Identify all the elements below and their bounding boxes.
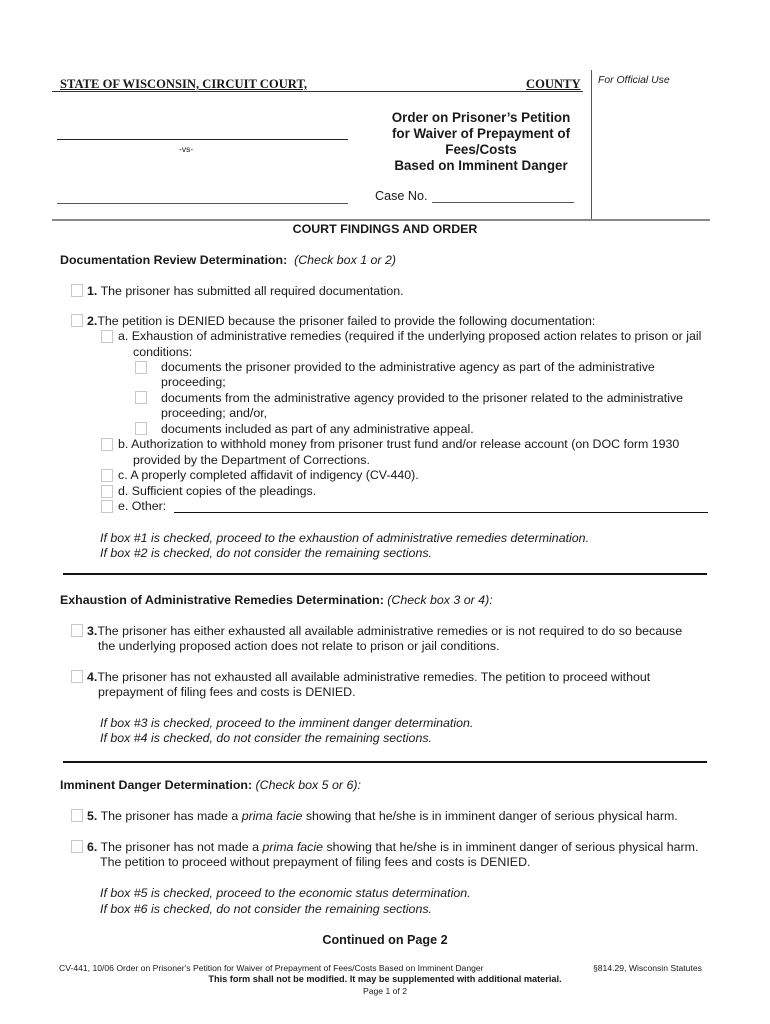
item-6-em: prima facie — [262, 840, 324, 854]
item-3-line1 — [87, 624, 682, 639]
title-line-1: Order on Prisoner’s Petition — [391, 110, 571, 125]
checkbox-2d[interactable] — [101, 485, 113, 498]
section2-title: Exhaustion of Administrative Remedies Determination: — [60, 593, 384, 607]
title-line-2: for Waiver of Prepayment of — [391, 126, 571, 141]
form-title — [372, 110, 590, 174]
section1-note-2: If box #2 is checked, do not consider the remaining sections. — [100, 546, 432, 560]
item-3-text: The prisoner has either exhausted all available administrative remedies or is not required to do so because — [97, 624, 683, 638]
case-no-field[interactable] — [432, 202, 574, 203]
official-use-divider — [591, 70, 592, 220]
checkbox-2a-i[interactable] — [135, 361, 147, 374]
title-line-4: Based on Imminent Danger — [394, 158, 568, 173]
item-6-line1 — [87, 840, 698, 855]
section3-instruction: (Check box 5 or 6) — [255, 778, 358, 792]
defendant-field[interactable] — [57, 203, 348, 204]
other-field[interactable] — [174, 512, 708, 513]
item-6-post: showing that he/she is in imminent danger of serious physical harm. — [323, 840, 699, 854]
official-use-label: For Official Use — [598, 75, 670, 86]
item-2 — [87, 314, 595, 329]
item-1-text: The prisoner has submitted all required documentation. — [100, 284, 404, 298]
section3-note-1: If box #5 is checked, proceed to the economic status determination. — [100, 886, 471, 900]
section1-title: Documentation Review Determination: — [60, 253, 288, 267]
section-divider-2 — [63, 761, 707, 763]
item-2b-line2: provided by the Department of Corrections. — [133, 453, 370, 467]
item-4-line1 — [87, 670, 650, 685]
item-1 — [87, 284, 404, 299]
section2-note-1: If box #3 is checked, proceed to the imminent danger determination. — [100, 716, 474, 730]
item-2d: d. Sufficient copies of the pleadings. — [118, 484, 317, 498]
item-1-num: 1. — [87, 284, 98, 298]
vs-label: -vs- — [179, 144, 194, 154]
item-6-pre: The prisoner has not made a — [100, 840, 263, 854]
item-2a-line1: a. Exhaustion of administrative remedies (required if the underlying proposed action relates to prison or jail — [118, 329, 702, 343]
checkbox-2a-iii[interactable] — [135, 422, 147, 435]
section2-heading — [60, 593, 493, 608]
item-2e: e. Other: — [118, 499, 167, 513]
section3-title: Imminent Danger Determination: — [60, 778, 253, 792]
item-2c: c. A properly completed affidavit of indigency (CV-440). — [118, 468, 419, 482]
item-2a-i-line1: documents the prisoner provided to the administrative agency as part of the administrative — [161, 360, 655, 374]
item-5-num: 5. — [87, 809, 98, 823]
section1-heading — [60, 253, 396, 268]
checkbox-2[interactable] — [71, 314, 83, 327]
section-divider-1 — [63, 573, 707, 575]
item-4-line2: prepayment of filing fees and costs is DENIED. — [98, 685, 356, 699]
item-2-num: 2. — [87, 314, 98, 328]
item-5-pre: The prisoner has made a — [100, 809, 242, 823]
item-2a-ii-line2: proceeding; and/or, — [161, 406, 268, 420]
section3-heading — [60, 778, 361, 793]
item-5-em: prima facie — [241, 809, 303, 823]
footer-notice: This form shall not be modified. It may be supplemented with additional material. — [208, 974, 562, 984]
section2-colon: : — [489, 593, 493, 607]
checkbox-2c[interactable] — [101, 469, 113, 482]
item-6-line2: The petition to proceed without prepayment of filing fees and costs is DENIED. — [100, 855, 531, 869]
checkbox-1[interactable] — [71, 284, 83, 297]
section1-note-1: If box #1 is checked, proceed to the exhaustion of administrative remedies determination. — [100, 531, 590, 545]
title-line-3: Fees/Costs — [445, 142, 517, 157]
footer-page: Page 1 of 2 — [363, 986, 407, 996]
item-5 — [87, 809, 678, 824]
court-county-underline[interactable] — [52, 91, 583, 92]
section2-instruction: (Check box 3 or 4) — [387, 593, 490, 607]
section3-note-2: If box #6 is checked, do not consider the remaining sections. — [100, 902, 432, 916]
checkbox-2e[interactable] — [101, 500, 113, 513]
item-2a-ii-line1: documents from the administrative agency provided to the prisoner related to the administrative — [161, 391, 684, 405]
county-label: COUNTY — [526, 77, 581, 91]
checkbox-4[interactable] — [71, 670, 83, 683]
continued-label: Continued on Page 2 — [322, 933, 448, 947]
checkbox-2a[interactable] — [101, 330, 113, 343]
item-3-num: 3. — [87, 624, 98, 638]
checkbox-3[interactable] — [71, 624, 83, 637]
item-3-line2: the underlying proposed action does not relate to prison or jail conditions. — [98, 639, 500, 653]
item-2a-iii-line1: documents included as part of any administrative appeal. — [161, 422, 474, 436]
item-4-text: The prisoner has not exhausted all available administrative remedies. The petition to proceed without — [97, 670, 651, 684]
court-label: STATE OF WISCONSIN, CIRCUIT COURT, — [60, 77, 308, 91]
item-6-num: 6. — [87, 840, 98, 854]
checkbox-2b[interactable] — [101, 438, 113, 451]
item-2a-line2: conditions: — [133, 345, 193, 359]
footer-statute: §814.29, Wisconsin Statutes — [593, 963, 702, 973]
item-2a-i-line2: proceeding; — [161, 375, 226, 389]
section1-instruction: (Check box 1 or 2) — [294, 253, 397, 267]
section3-colon: : — [357, 778, 361, 792]
item-2b-line1: b. Authorization to withhold money from prisoner trust fund and/or release account (on DOC form 1930 — [118, 437, 680, 451]
checkbox-6[interactable] — [71, 840, 83, 853]
case-no-label: Case No. — [375, 189, 428, 203]
item-4-num: 4. — [87, 670, 98, 684]
checkbox-2a-ii[interactable] — [135, 391, 147, 404]
header-bottom-rule — [52, 219, 710, 221]
item-5-post: showing that he/she is in imminent danger of serious physical harm. — [302, 809, 678, 823]
checkbox-5[interactable] — [71, 809, 83, 822]
plaintiff-field[interactable] — [57, 139, 348, 140]
main-heading: COURT FINDINGS AND ORDER — [292, 222, 478, 236]
section2-note-2: If box #4 is checked, do not consider the remaining sections. — [100, 731, 432, 745]
item-2-text: The petition is DENIED because the prisoner failed to provide the following documentation: — [97, 314, 596, 328]
footer-form-id: CV-441, 10/06 Order on Prisoner's Petition for Waiver of Prepayment of Fees/Costs Based on Imminent Danger — [59, 963, 484, 973]
